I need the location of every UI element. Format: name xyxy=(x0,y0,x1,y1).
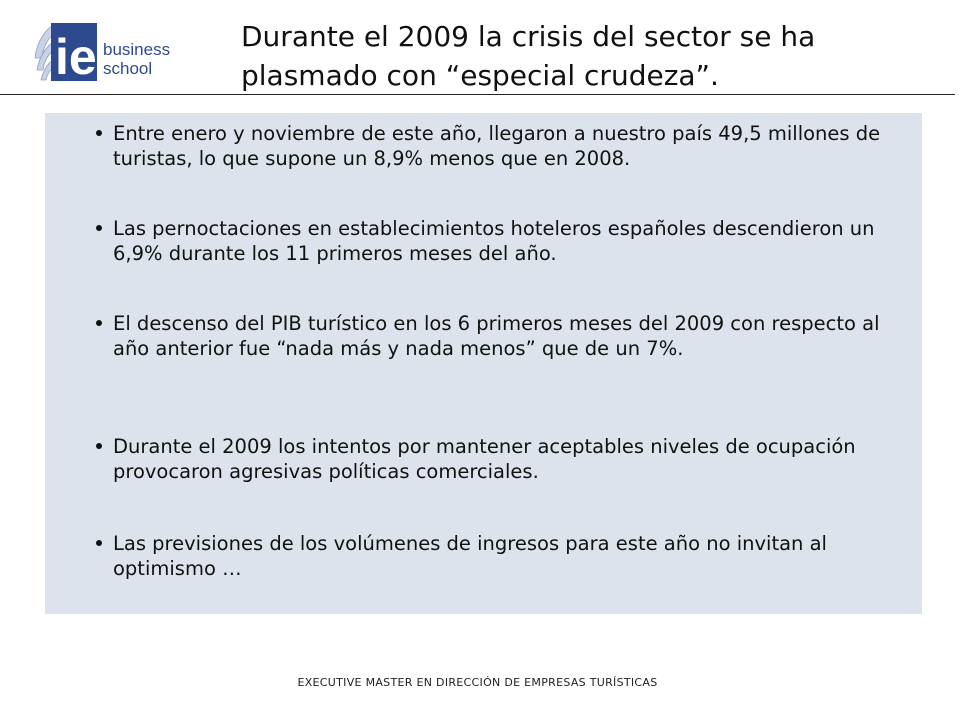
bullet-text: Las previsiones de los volúmenes de ingresos para este año no invitan al optimismo … xyxy=(113,532,827,580)
logo-graphic xyxy=(33,18,203,88)
bullet-item xyxy=(113,531,888,581)
bullet-dot-icon xyxy=(96,540,102,546)
bullet-dot-icon xyxy=(96,130,102,136)
bullet-text: Entre enero y noviembre de este año, llegaron a nuestro país 49,5 millones de turistas, lo que supone un 8,9% menos que en 2008. xyxy=(113,122,881,170)
slide-title: Durante el 2009 la crisis del sector se ha plasmado con “especial crudeza”. xyxy=(241,20,816,92)
bullet-text: Durante el 2009 los intentos por mantener aceptables niveles de ocupación provocaron agresivas políticas comerciales. xyxy=(113,435,856,483)
logo-business-text: business xyxy=(103,40,171,59)
ie-business-school-logo xyxy=(33,18,203,88)
bullet-text: Las pernoctaciones en establecimientos hoteleros españoles descendieron un 6,9% durante los 11 primeros meses del año. xyxy=(113,217,875,265)
content-panel xyxy=(45,113,922,614)
bullet-item xyxy=(113,434,888,484)
bullet-item xyxy=(113,216,888,266)
bullet-text: El descenso del PIB turístico en los 6 primeros meses del 2009 con respecto al año anterior fue “nada más y nada menos” que de un 7%. xyxy=(113,312,880,360)
bullet-dot-icon xyxy=(96,320,102,326)
logo-mark-text: ie xyxy=(55,29,97,85)
bullet-item xyxy=(113,121,888,171)
title-divider xyxy=(0,94,955,95)
bullet-dot-icon xyxy=(96,225,102,231)
bullet-dot-icon xyxy=(96,443,102,449)
logo-school-text: school xyxy=(103,59,153,78)
bullet-item xyxy=(113,311,888,361)
footer-program-name: EXECUTIVE MASTER EN DIRECCIÓN DE EMPRESAS TURÍSTICAS xyxy=(297,676,658,689)
